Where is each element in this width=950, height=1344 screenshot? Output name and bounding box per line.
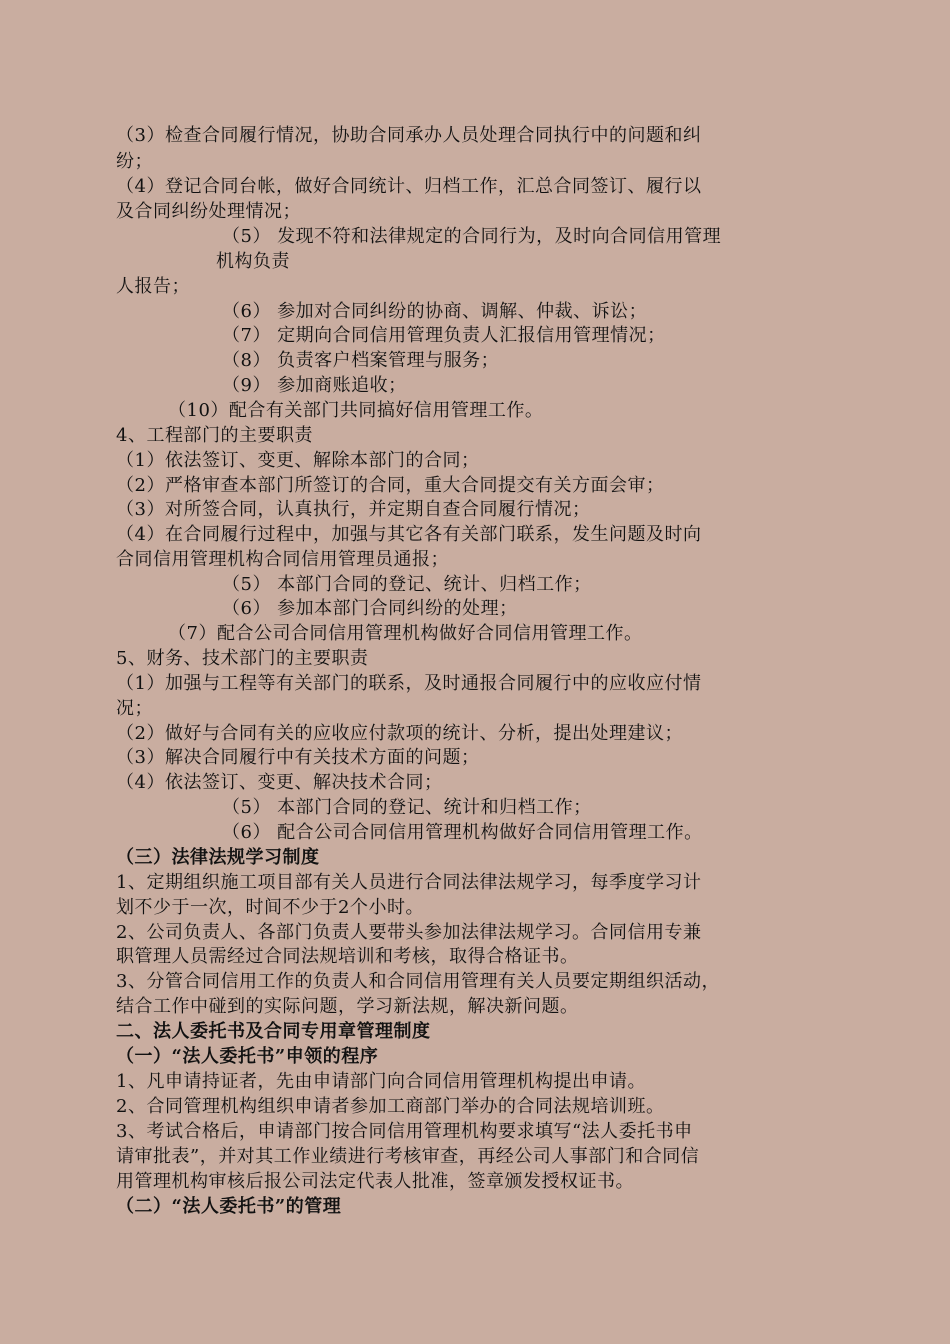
text-line: 1、定期组织施工项目部有关人员进行合同法律法规学习，每季度学习计 — [116, 872, 702, 893]
text-line: 人报告； — [116, 276, 190, 297]
text-line: （2）做好与合同有关的应收应付款项的统计、分析，提出处理建议； — [116, 723, 683, 744]
section-heading: 4、工程部门的主要职责 — [116, 425, 313, 446]
text-line: （4）在合同履行过程中，加强与其它各有关部门联系，发生问题及时向 — [116, 524, 702, 545]
text-line: （1）加强与工程等有关部门的联系，及时通报合同履行中的应收应付情 — [116, 673, 702, 694]
text-line: 机构负责 — [216, 251, 290, 272]
text-line: （7） 定期向合同信用管理负责人汇报信用管理情况； — [222, 325, 666, 346]
text-line: （1）依法签订、变更、解除本部门的合同； — [116, 450, 480, 471]
text-line: （6） 参加对合同纠纷的协商、调解、仲裁、诉讼； — [222, 301, 648, 322]
text-line: 况； — [116, 698, 153, 719]
text-line: 1、凡申请持证者，先由申请部门向合同信用管理机构提出申请。 — [116, 1071, 646, 1092]
text-line: 请审批表”，并对其工作业绩进行考核审查，再经公司人事部门和合同信 — [116, 1146, 700, 1167]
text-line: 2、公司负责人、各部门负责人要带头参加法律法规学习。合同信用专兼 — [116, 922, 702, 943]
text-line: 职管理人员需经过合同法规培训和考核，取得合格证书。 — [116, 946, 579, 967]
text-line: （5） 本部门合同的登记、统计、归档工作； — [222, 574, 592, 595]
text-line: （3）对所签合同，认真执行，并定期自查合同履行情况； — [116, 499, 591, 520]
text-line: （8） 负责客户档案管理与服务； — [222, 350, 500, 371]
text-line: （3）解决合同履行中有关技术方面的问题； — [116, 747, 480, 768]
text-line: （6） 参加本部门合同纠纷的处理； — [222, 598, 518, 619]
text-line: 纷； — [116, 151, 153, 172]
section-heading: （二）“法人委托书”的管理 — [116, 1196, 342, 1217]
text-line: 合同信用管理机构合同信用管理员通报； — [116, 549, 449, 570]
text-line: （5） 本部门合同的登记、统计和归档工作； — [222, 797, 592, 818]
text-line: 结合工作中碰到的实际问题，学习新法规，解决新问题。 — [116, 996, 579, 1017]
text-line: （10）配合有关部门共同搞好信用管理工作。 — [168, 400, 544, 421]
text-line: 2、合同管理机构组织申请者参加工商部门举办的合同法规培训班。 — [116, 1096, 665, 1117]
text-line: （4）依法签订、变更、解决技术合同； — [116, 772, 443, 793]
text-line: 3、考试合格后，申请部门按合同信用管理机构要求填写“法人委托书申 — [116, 1121, 693, 1142]
text-line: （3）检查合同履行情况，协助合同承办人员处理合同执行中的问题和纠 — [116, 125, 702, 146]
text-line: （5） 发现不符和法律规定的合同行为，及时向合同信用管理 — [222, 226, 722, 247]
section-heading: （一）“法人委托书”申领的程序 — [116, 1046, 379, 1067]
text-line: （2）严格审查本部门所签订的合同，重大合同提交有关方面会审； — [116, 475, 665, 496]
text-line: 用管理机构审核后报公司法定代表人批准，签章颁发授权证书。 — [116, 1171, 634, 1192]
text-line: （7）配合公司合同信用管理机构做好合同信用管理工作。 — [168, 623, 643, 644]
text-line: （4）登记合同台帐，做好合同统计、归档工作，汇总合同签订、履行以 — [116, 176, 702, 197]
section-heading: 5、财务、技术部门的主要职责 — [116, 648, 369, 669]
section-heading: 二、法人委托书及合同专用章管理制度 — [116, 1021, 431, 1042]
text-line: 3、分管合同信用工作的负责人和合同信用管理有关人员要定期组织活动， — [116, 971, 720, 992]
text-line: 划不少于一次，时间不少于2个小时。 — [116, 897, 424, 918]
section-heading: （三）法律法规学习制度 — [116, 847, 320, 868]
text-line: （9） 参加商账追收； — [222, 375, 407, 396]
text-line: （6） 配合公司合同信用管理机构做好合同信用管理工作。 — [222, 822, 703, 843]
text-line: 及合同纠纷处理情况； — [116, 201, 301, 222]
